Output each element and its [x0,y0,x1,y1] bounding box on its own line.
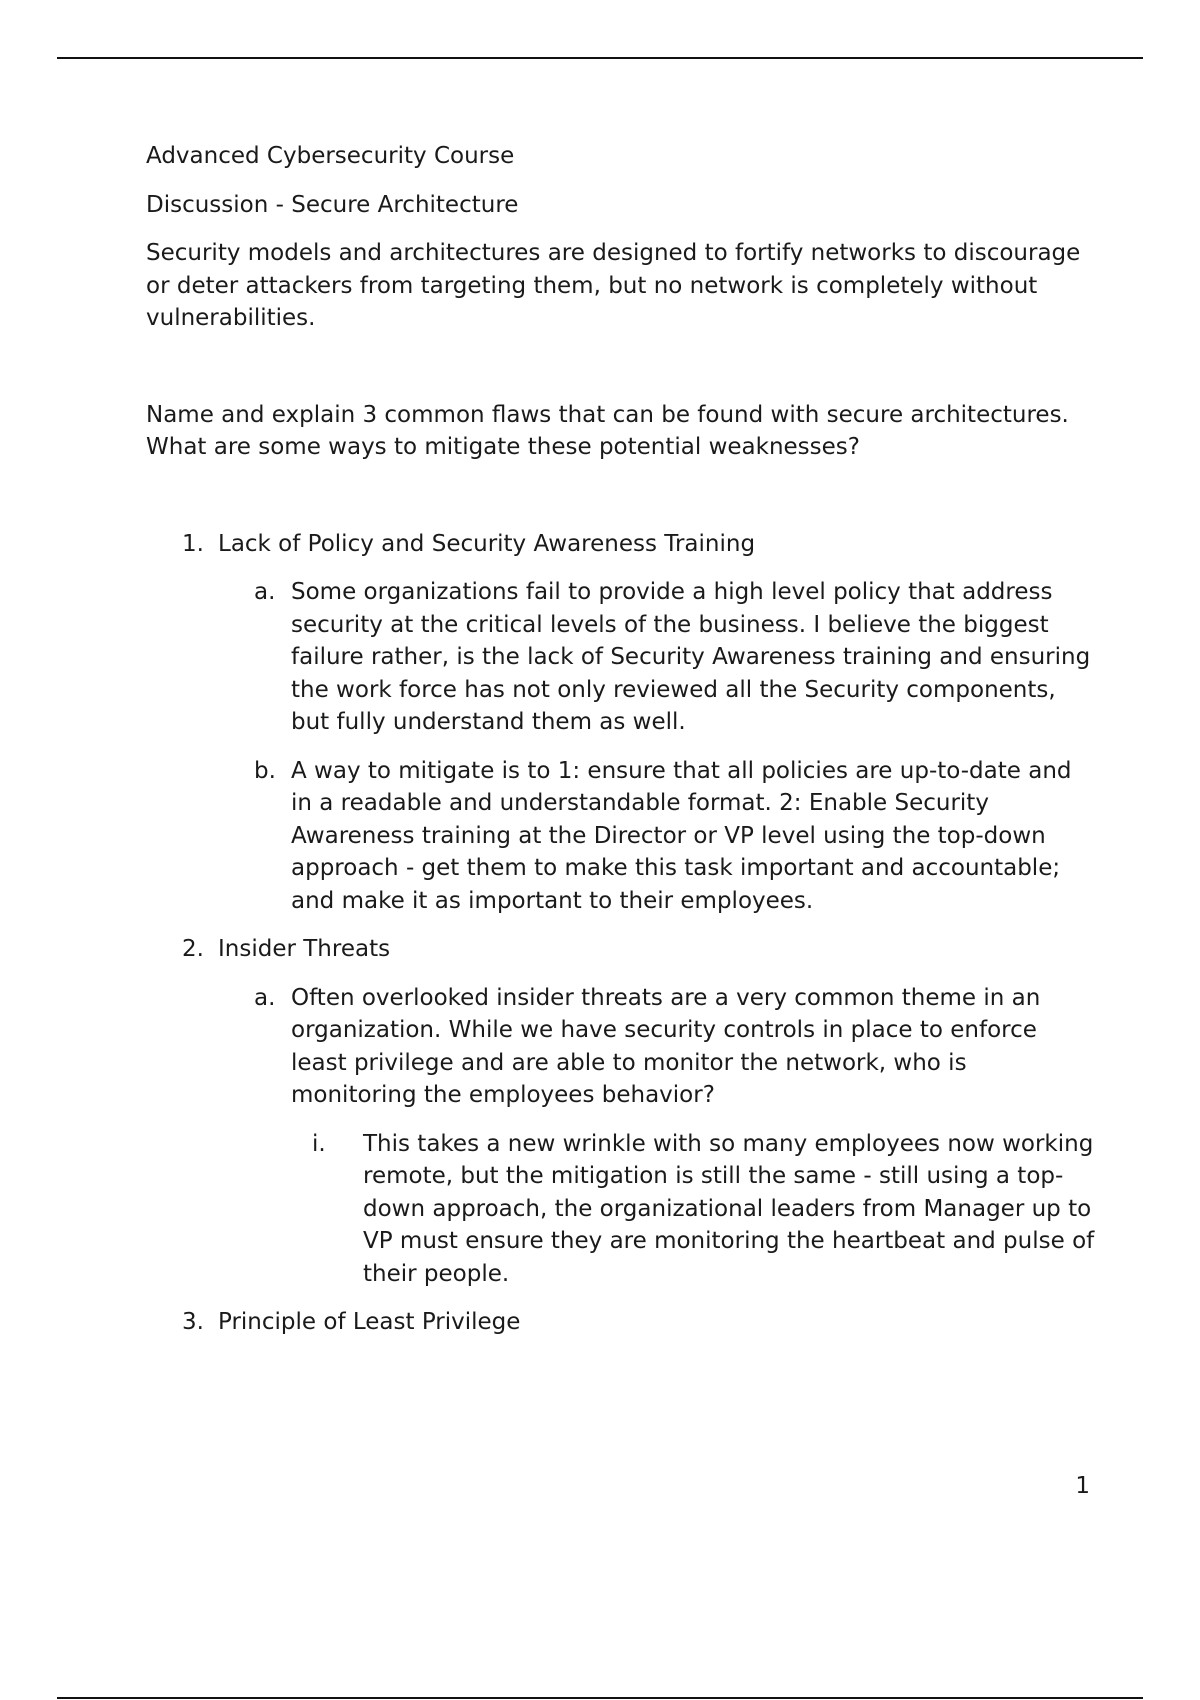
list-marker: 1. [182,530,204,557]
list-subitem-text: A way to mitigate is to 1: ensure that all policies are up-to-date and in a readable and understandable format. 2: Enable Security Awareness training at the Director or VP level using the top-down approach - get them to make this task important and accountable; and make it as important to their employees. [291,757,1072,914]
document-body [146,140,1096,1339]
list-subitem-2a [146,982,1096,1112]
footer-rule [57,1697,1143,1699]
intro-paragraph: Security models and architectures are designed to fortify networks to discourage or deter attackers from targeting them, but no network is completely without vulnerabilities. [146,240,1081,331]
list-item-3 [146,1306,1096,1339]
list-subsubitem-2ai [146,1128,1096,1291]
list-marker: a. [254,984,276,1011]
list-marker: 2. [182,936,204,962]
list-item-title: Lack of Policy and Security Awareness Training [218,530,756,557]
discussion-title: Discussion - Secure Architecture [146,191,519,218]
list-marker: i. [312,1130,326,1157]
list-item-title: Principle of Least Privilege [218,1309,521,1335]
list-marker: 3. [182,1309,204,1335]
list-item-1 [146,528,1096,561]
list-subitem-1a [146,576,1096,739]
list-marker: b. [254,757,276,784]
list-subitem-text: Some organizations fail to provide a high level policy that address security at the critical levels of the business. I believe the biggest failure rather, is the lack of Security Awareness training and ensuring the work force has not only reviewed all the Security components, but fully understand them as well. [291,579,1091,735]
page-number: 1 [1075,1473,1090,1499]
list-item-2 [146,933,1096,966]
list-marker: a. [254,579,276,605]
list-subsubitem-text: This takes a new wrinkle with so many employees now working remote, but the mitigation is still the same - still using a top-down approach, the organizational leaders from Manager up to VP must ensure they are monitoring the heartbeat and pulse of their people. [363,1130,1095,1287]
list-subitem-text: Often overlooked insider threats are a very common theme in an organization. While we have security controls in place to enforce least privilege and are able to monitor the network, who is monitoring the employees behavior? [291,984,1041,1108]
course-title: Advanced Cybersecurity Course [146,143,515,169]
discussion-prompt: Name and explain 3 common flaws that can be found with secure architectures. What are some ways to mitigate these potential weaknesses? [146,401,1069,460]
list-subitem-1b [146,755,1096,918]
list-item-title: Insider Threats [218,936,391,962]
header-rule [57,57,1143,59]
